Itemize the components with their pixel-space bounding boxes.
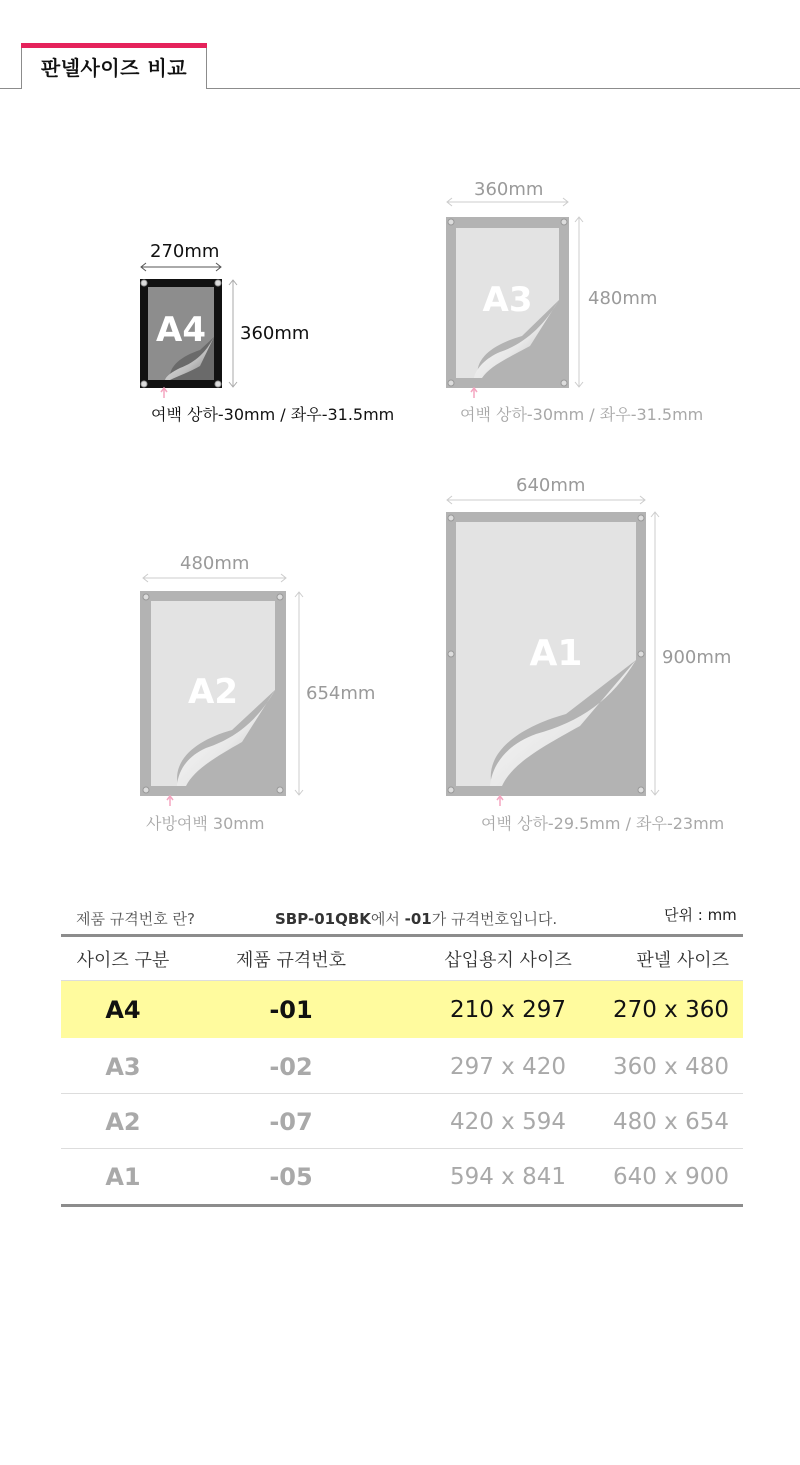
row-code: -07 (269, 1107, 313, 1136)
spec-example-tail: 가 규격번호입니다. (431, 910, 558, 928)
spec-example-model: SBP-01QBK (275, 910, 371, 928)
row-size: A3 (105, 1052, 141, 1081)
row-size: A4 (105, 995, 141, 1024)
row-code: -05 (269, 1162, 313, 1191)
table-row (61, 1039, 743, 1094)
panel-a3-letter: A3 (482, 280, 533, 320)
row-size: A2 (105, 1107, 141, 1136)
a1-height-label: 900mm (662, 647, 732, 668)
a3-width-label: 360mm (474, 179, 544, 200)
a2-height-label: 654mm (306, 683, 376, 704)
table-bottom-rule (61, 1204, 743, 1207)
table-header-row (61, 937, 743, 981)
header-size: 사이즈 구분 (76, 950, 170, 971)
panel-a4-letter: A4 (156, 310, 206, 350)
spec-example-mid: 에서 (370, 910, 405, 928)
a1-margin-note: 여백 상하-29.5mm / 좌우-23mm (481, 814, 725, 833)
panel-a1-letter: A1 (529, 633, 583, 674)
a1-width-label: 640mm (516, 475, 586, 496)
a2-margin-note: 사방여백 30mm (146, 814, 265, 833)
row-panel: 360 x 480 (612, 1053, 729, 1080)
a2-width-label: 480mm (180, 553, 250, 574)
row-size: A1 (105, 1162, 141, 1191)
row-insert: 297 x 420 (449, 1053, 567, 1080)
a3-margin-note: 여백 상하-30mm / 좌우-31.5mm (460, 405, 704, 424)
row-panel: 640 x 900 (612, 1163, 729, 1190)
table-row (61, 1094, 743, 1149)
row-insert: 210 x 297 (449, 996, 567, 1023)
row-panel: 270 x 360 (612, 996, 729, 1023)
row-code: -01 (269, 995, 313, 1024)
a3-height-label: 480mm (588, 288, 658, 309)
row-code: -02 (269, 1052, 313, 1081)
spec-question: 제품 규격번호 란? (76, 910, 195, 928)
header-panel: 판넬 사이즈 (636, 950, 729, 971)
page-title: 판넬사이즈 비교 (40, 56, 188, 80)
row-panel: 480 x 654 (612, 1108, 729, 1135)
header-insert: 삽입용지 사이즈 (444, 950, 572, 971)
spec-example-code: -01 (404, 910, 432, 928)
header-code: 제품 규격번호 (235, 950, 347, 971)
spec-example (275, 908, 557, 929)
a4-height-label: 360mm (240, 323, 310, 344)
table-row (61, 1149, 743, 1204)
unit-label: 단위 : mm (664, 906, 737, 924)
panel-a2-letter: A2 (188, 672, 238, 712)
row-insert: 420 x 594 (449, 1108, 567, 1135)
a4-margin-note: 여백 상하-30mm / 좌우-31.5mm (151, 405, 395, 424)
row-insert: 594 x 841 (449, 1163, 567, 1190)
a4-width-label: 270mm (150, 241, 220, 262)
table-row (61, 981, 743, 1038)
